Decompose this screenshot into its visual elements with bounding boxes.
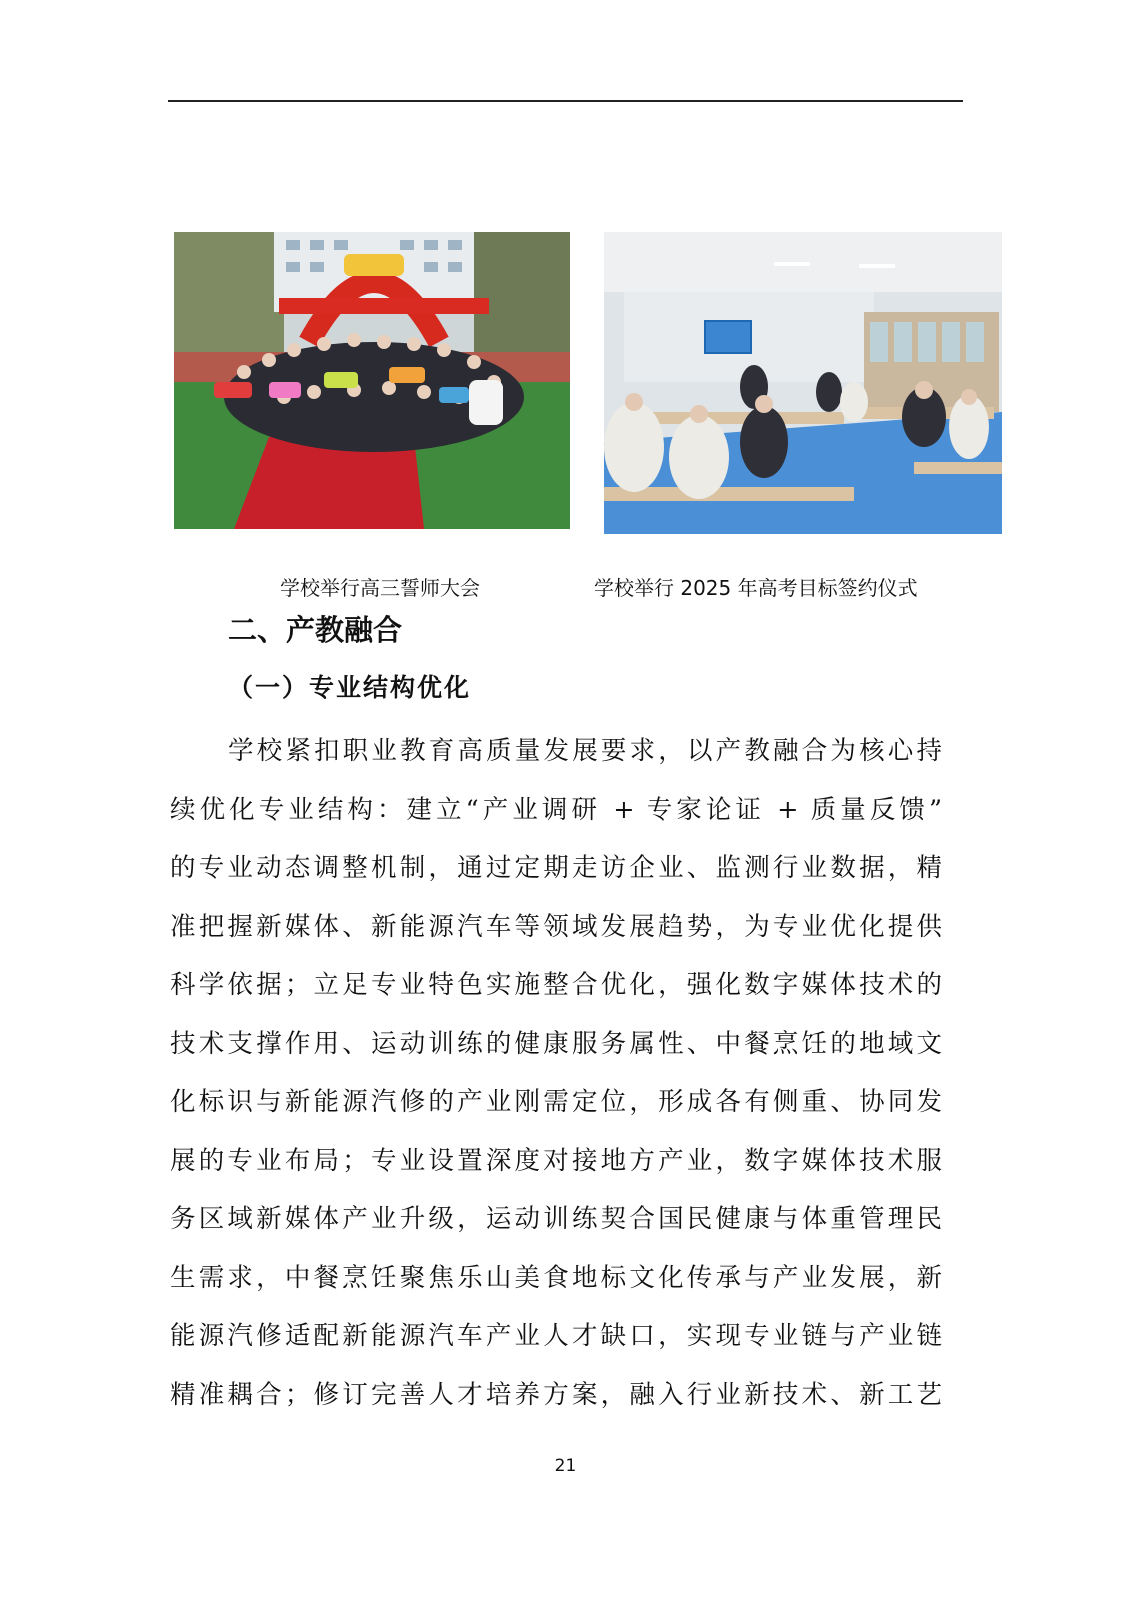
paragraph-line: 能源汽修适配新能源汽车产业人才缺口，实现专业链与产业链 — [170, 1321, 942, 1351]
caption-right: 学校举行 2025 年高考目标签约仪式 — [594, 576, 918, 600]
paragraph-line: 准把握新媒体、新能源汽车等领域发展趋势，为专业优化提供 — [170, 911, 942, 942]
body-paragraph — [170, 722, 942, 1424]
paragraph-line: 化标识与新能源汽修的产业刚需定位，形成各有侧重、协同发 — [170, 1087, 942, 1117]
paragraph-line: 科学依据；立足专业特色实施整合优化，强化数字媒体技术的 — [170, 970, 942, 1000]
paragraph-line: 生需求，中餐烹饪聚焦乐山美食地标文化传承与产业发展，新 — [170, 1262, 942, 1293]
pledge-rally-photo — [174, 232, 570, 529]
paragraph-line: 技术支撑作用、运动训练的健康服务属性、中餐烹饪的地域文 — [170, 1028, 942, 1059]
paragraph-line: 的专业动态调整机制，通过定期走访企业、监测行业数据，精 — [170, 853, 942, 883]
signing-ceremony-photo — [604, 232, 1002, 534]
paragraph-line: 精准耦合；修订完善人才培养方案，融入行业新技术、新工艺 — [170, 1379, 942, 1410]
page-number: 21 — [554, 1456, 577, 1476]
section-title: 二、产教融合 — [228, 613, 403, 647]
caption-left: 学校举行高三誓师大会 — [280, 576, 480, 600]
paragraph-line: 展的专业布局；专业设置深度对接地方产业，数字媒体技术服 — [170, 1145, 942, 1176]
paragraph-line: 学校紧扣职业教育高质量发展要求，以产教融合为核心持 — [228, 736, 942, 766]
header-rule — [168, 100, 963, 102]
subsection-title: （一）专业结构优化 — [228, 673, 472, 702]
paragraph-line: 务区域新媒体产业升级，运动训练契合国民健康与体重管理民 — [170, 1204, 942, 1234]
paragraph-line: 续优化专业结构：建立“产业调研 + 专家论证 + 质量反馈” — [170, 794, 942, 825]
